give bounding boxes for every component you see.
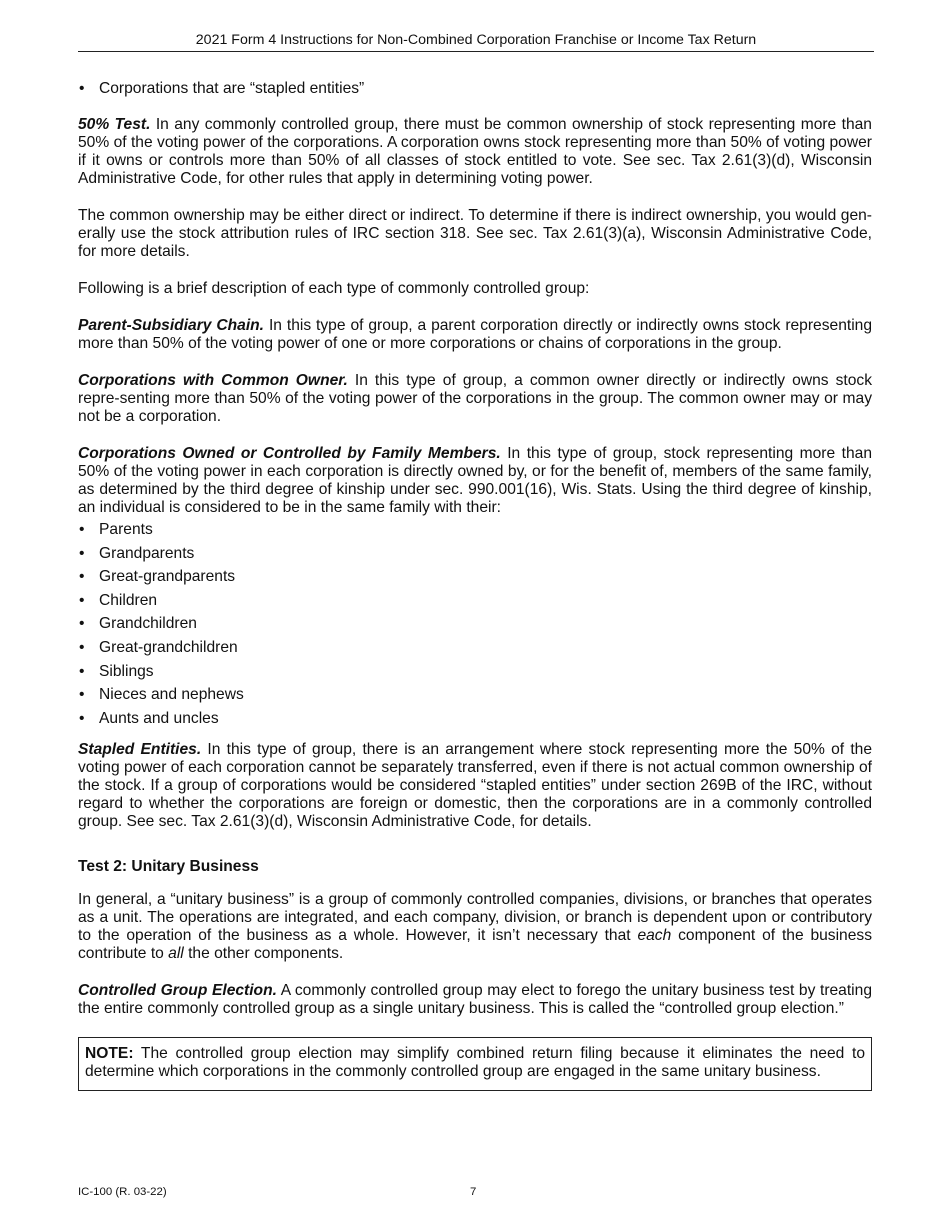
family-members-paragraph [78, 445, 872, 517]
paragraph-text: In this type of group, a common owner directly or indirectly owns stock repre-senting more than 50% of the voting power of the corporations in the group. The common owner may or may not be a corporation. [78, 372, 873, 425]
page-number: 7 [470, 1186, 477, 1198]
list-item: • Great-grandparents [78, 568, 872, 586]
following-paragraph: Following is a brief description of each type of commonly controlled group: [78, 280, 590, 297]
list-item: • Siblings [78, 663, 872, 681]
paragraph-lead: Controlled Group Election. [78, 981, 277, 999]
parent-subsidiary-paragraph [78, 317, 872, 353]
paragraph-text: In this type of group, there is an arrangement where stock representing more the 50% of the voting power of each corporation cannot be separately transferred, even if there is not actual common ownership of the stock. If a group of corporations would be considered “stapled entities” under section 269B of the IRC, without regard to whether the corporations are foreign or domestic, then the corporations are in a commonly controlled group. See sec. Tax 2.61(3)(d), Wisconsin Administrative Code, for details. [78, 740, 873, 830]
top-bullet-list [78, 80, 872, 98]
paragraph-lead: 50% Test. [78, 116, 151, 133]
list-item: • Children [78, 592, 872, 610]
paragraph-lead: Corporations with Common Owner. [78, 372, 348, 389]
paragraph-lead: Stapled Entities. [78, 740, 202, 758]
stapled-entities-paragraph [78, 741, 872, 831]
note-paragraph [85, 1045, 865, 1081]
list-item: • Parents [78, 521, 872, 539]
paragraph-lead: Corporations Owned or Controlled by Family Members. [78, 445, 501, 462]
paragraph-text: In any commonly controlled group, there must be common ownership of stock representing more than 50% of the voting power of the corporations. A corporation owns stock representing more than 50% of voting power if it owns or controls more than 50% of all classes of stock entitled to vote. See sec. Tax 2.61(3)(d), Wisconsin Administrative Code, for other rules that apply in determining voting power. [78, 116, 872, 187]
list-item: • Nieces and nephews [78, 686, 872, 704]
paragraph-lead: Parent-Subsidiary Chain. [78, 317, 265, 334]
fifty-percent-test-paragraph [78, 116, 872, 188]
list-item: • Grandchildren [78, 615, 872, 633]
paragraph-text: In this type of group, a parent corporation directly or indirectly owns stock representing more than 50% of the voting power of one or more corporations or chains of corporations in the group. [78, 317, 873, 352]
form-id: IC-100 (R. 03-22) [78, 1186, 167, 1198]
paragraph-text: component of the business contribute to [78, 926, 872, 962]
family-list [78, 521, 872, 728]
list-item: • Grandparents [78, 545, 872, 563]
page-header: 2021 Form 4 Instructions for Non-Combined Corporation Franchise or Income Tax Return [78, 31, 874, 52]
note-box [78, 1037, 872, 1091]
note-label: NOTE: [85, 1044, 134, 1062]
list-item: • Aunts and uncles [78, 710, 872, 728]
paragraph-text: the other components. [183, 944, 344, 962]
main-content [78, 80, 872, 1091]
list-item: • Great-grandchildren [78, 639, 872, 657]
common-owner-paragraph [78, 372, 872, 426]
common-ownership-paragraph: The common ownership may be either direct or indirect. To determine if there is indirect ownership, you would gen-erally use the stock attribution rules of IRC section 318. See sec. Tax 2.61(3)(a), Wisconsin Administrative Code, for more details. [78, 207, 872, 260]
controlled-group-election-paragraph [78, 982, 872, 1018]
paragraph-text: In general, a “unitary business” is a group of commonly controlled companies, divisions, or branches that operates as a unit. The operations are integrated, and each company, division, or branch is dependent upon or contributory to the operation of the business as a whole. However, it isn’t necessary that [78, 890, 872, 944]
note-text: The controlled group election may simplify combined return filing because it eliminates the need to determine which corporations in the commonly controlled group are engaged in the same unitary business. [85, 1044, 865, 1080]
emphasis-text: all [168, 944, 184, 962]
emphasis-text: each [637, 926, 672, 944]
section-heading: Test 2: Unitary Business [78, 857, 259, 875]
unitary-business-paragraph [78, 891, 872, 963]
paragraph-text: A commonly controlled group may elect to forego the unitary business test by treating the entire commonly controlled group as a single unitary business. This is called the “controlled group election.” [78, 981, 872, 1017]
list-item: • Corporations that are “stapled entities” [78, 80, 872, 98]
paragraph-text: In this type of group, stock representing more than 50% of the voting power in each corporation is directly owned by, or for the benefit of, members of the same family, as determined by the third degree of kinship under sec. 990.001(16), Wis. Stats. Using the third degree of kinship, an individual is considered to be in the same family with their: [78, 445, 873, 516]
